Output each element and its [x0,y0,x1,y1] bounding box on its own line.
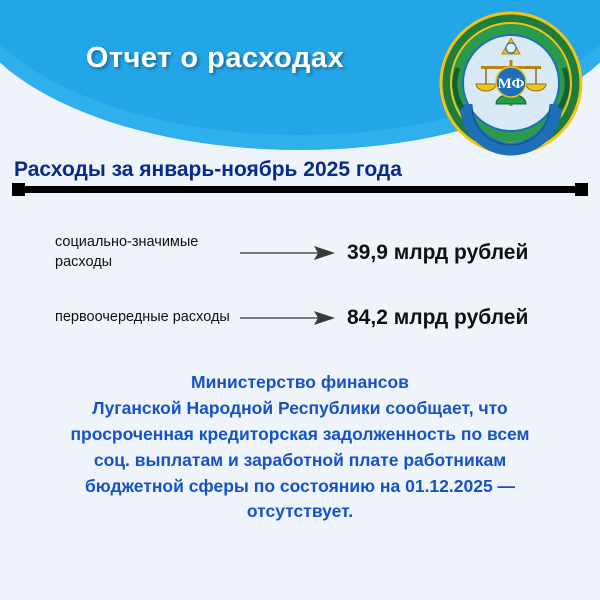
statement-line-6: отсутствует. [246,501,354,522]
ministry-statement [10,370,590,525]
expense-row-label: социально-значимые расходы [55,233,199,270]
statement-line-1: Министерство финансов [191,372,409,392]
statement-line-5: бюджетной сферы по состоянию на 01.12.2025 — [84,475,516,496]
arrow-right-icon [240,242,335,264]
svg-text:МФ: МФ [497,76,525,92]
statement-line-4: соц. выплатам и заработной плате работникам [93,449,507,470]
expense-row-label: первоочередные расходы [55,308,230,325]
statement-line-2: Луганской Народной Республики сообщает, что [92,397,508,418]
expense-row [55,225,565,280]
expense-rows [55,225,565,355]
expense-row [55,290,565,345]
divider-rule [14,186,586,193]
statement-line-3: просроченная кредиторская задолженность по всем [70,423,530,444]
arrow-right-icon [240,307,335,329]
section-subtitle: Расходы за январь-ноябрь 2025 года [14,158,402,181]
expense-row-value: 84,2 млрд рублей [347,305,529,329]
coat-of-arms-icon [436,8,586,158]
page-title: Отчет о расходах [85,42,345,74]
expense-row-value: 39,9 млрд рублей [347,240,529,264]
